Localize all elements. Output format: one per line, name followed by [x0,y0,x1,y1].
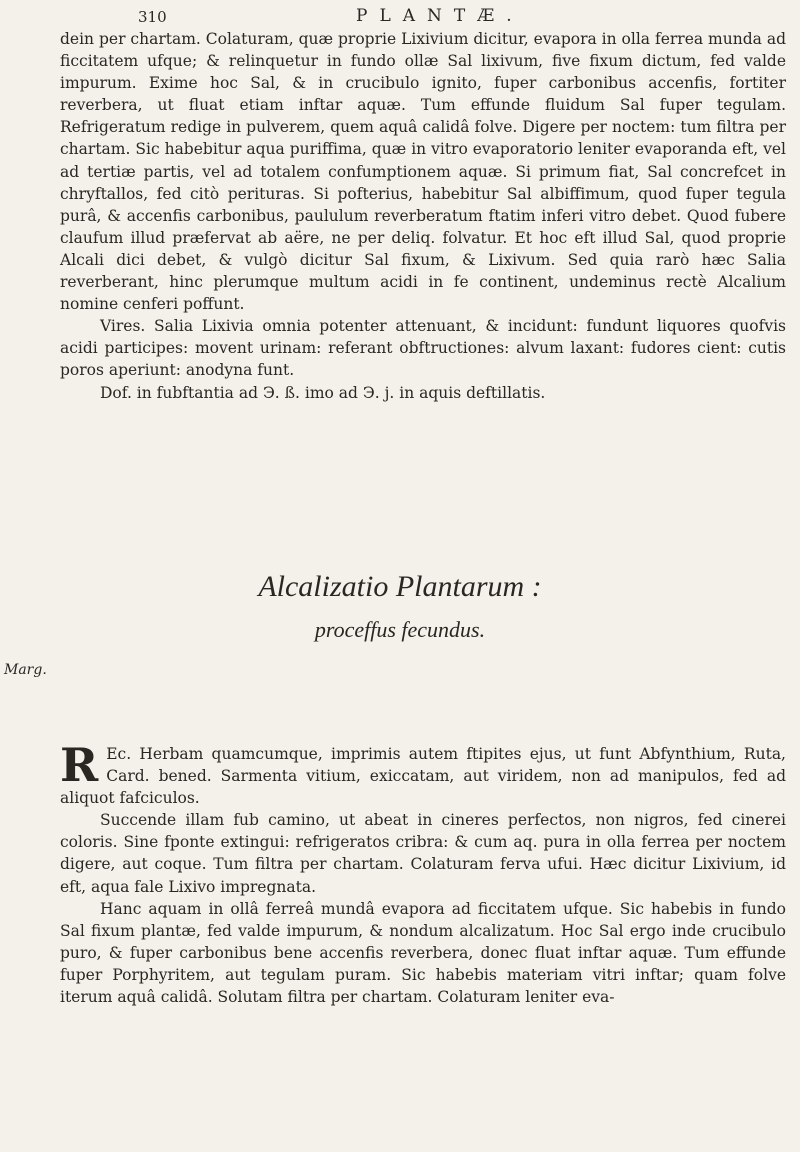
text-block-upper [60,28,786,404]
running-head [138,6,778,30]
paragraph-vires: Vires. Salia Lixivia omnia potenter attenuant, & incidunt: fundunt liquores quofvis acidi participes: movent urinam: referant obftructiones: alvum laxant: fudores cient: cutis poros aperiunt: anodyna funt. [60,317,786,380]
running-title: PLANTÆ. [356,6,524,26]
section-subtitle: proceffus fecundus. [314,617,486,642]
margin-note: Marg. [4,662,47,678]
drop-cap: R [60,738,99,792]
section-title: Alcalizatio Plantarum : [258,570,542,603]
paragraph-recipe-text: Ec. Herbam quamcumque, imprimis autem ftipites ejus, ut funt Abfynthium, Ruta, Card. bened. Sarmenta vitium, exiccatam, aut viridem, non ad manipulos, fed ad aliquot fafciculos. [60,745,786,808]
page-number: 310 [138,8,167,26]
text-block-lower [60,738,786,1008]
paragraph-dosis: Dof. in fubftantia ad Э. ß. imo ad Э. j. in aquis deftillatis. [100,383,546,402]
paragraph-evaporation: Hanc aquam in ollâ ferreâ mundâ evapora ad ficcitatem ufque. Sic habebis in fundo Sal fixum plantæ, fed valde impurum, & nondum alcalizatum. Hoc Sal ergo inde crucibulo puro, & fuper carbonibus bene accenfis reverbera, donec fluat inftar aquæ. Tum effunde fuper Porphyritem, aut tegulam puram. Sic habebis materiam vitri inftar; quam folve iterum aquâ calidâ. Solutam filtra per chartam. Colaturam leniter eva- [60,899,786,1007]
paragraph-recipe [60,738,786,809]
paragraph-incineration: Succende illam fub camino, ut abeat in cineres perfectos, non nigros, fed cinerei coloris. Sine fponte extingui: refrigeratos cribra: & cum aq. pura in olla ferrea per noctem digere, aut coque. Tum filtra per chartam. Colaturam ferva ufui. Hæc dicitur Lixivium, id eft, aqua fale Lixivo impregnata. [60,811,786,896]
paragraph-lixivium: dein per chartam. Colaturam, quæ proprie Lixivium dicitur, evapora in olla ferrea munda ad ficcitatem ufque; & relinquetur in fundo ollæ Sal lixivum, five fixum dictum, fed valde impurum. Exime hoc Sal, & in crucibulo ignito, fuper carbonibus accenfis, fortiter reverbera, ut fluat etiam inftar aquæ. Tum effunde fluidum Sal fuper tegulam. Refrigeratum redige in pulverem, quem aquâ calidâ folve. Digere per noctem: tum filtra per chartam. Sic habebitur aqua puriffima, quæ in vitro evaporatorio leniter evaporanda eft, vel ad tertiæ partis, vel ad totalem confumptionem aquæ. Si primum fiat, Sal concrefcet in chryftallos, fed citò perituras. Si pofterius, habebitur Sal albiffimum, quod fuper tegula purâ, & accenfis carbonibus, paululum reverberatum ftatim inferi vitro debet. Quod fubere claufum illud præfervat ab aëre, ne per deliq. folvatur. Et hoc eft illud Sal, quod proprie Alcali dici debet, & vulgò dicitur Sal fixum, & Lixivum. Sed quia rarò hæc Salia reverberant, hinc plerumque multum acidi in fe continent, undeminus rectè Alcalium nomine cenferi poffunt. [60,30,786,314]
